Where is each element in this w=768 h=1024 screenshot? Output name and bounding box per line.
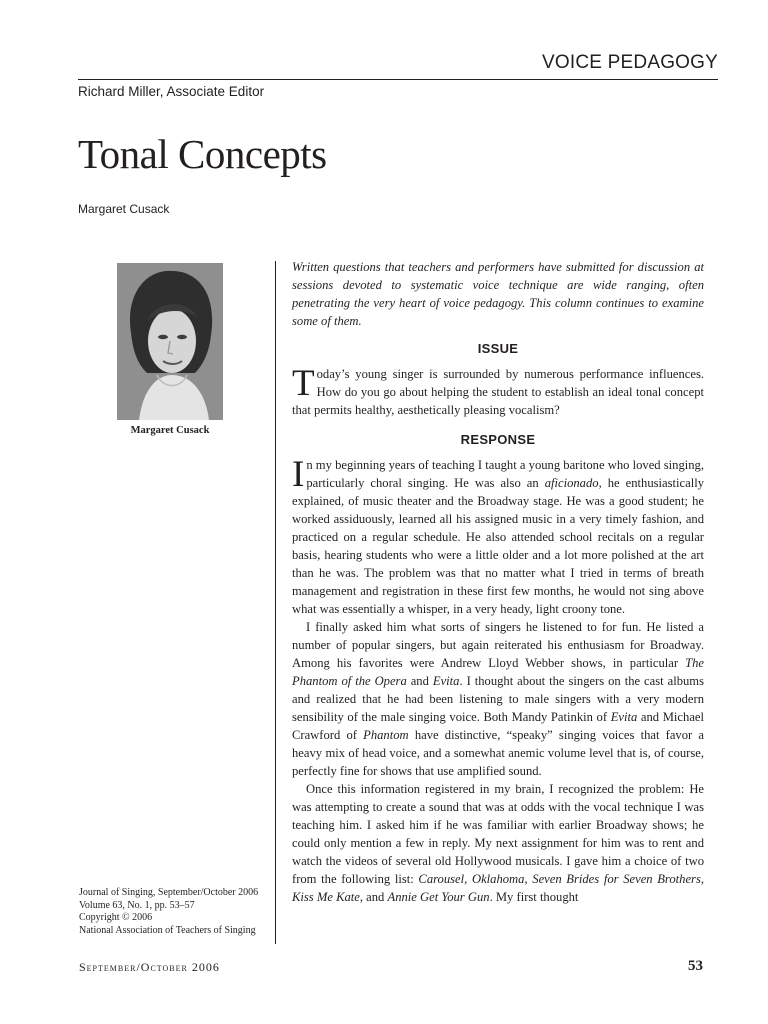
- citation-volume: Volume 63, No. 1, pp. 53–57: [79, 899, 195, 911]
- issue-text: oday’s young singer is surrounded by numerous performance influences. How do you go about helping the student to establish an ideal tonal concept that permits healthy, aesthetically pleasing vocalism?: [292, 367, 704, 417]
- issue-heading: ISSUE: [477, 341, 519, 356]
- response-dropcap: I: [292, 454, 305, 495]
- journal-citation: [79, 887, 269, 937]
- text-run: , he enthusiastically explained, of music theater and the Broadway stage. He was a good student; he worked assiduously, learned all his assigned music in a very timely fashion, and practiced on a regular schedule. He also attended school recitals on a regular basis, hearing students who were a little older and a lot more polished at the art than he was. The problem was that no matter what I tried in terms of breath management and registration in these first few months, he would not sing above what was essentially a whisper, in a very heady, light croony tone.: [292, 476, 704, 616]
- text-run: . I thought about the singers on the cast albums and realized that he had been listening to male singers with a very modern sensibility of the male singing voice. Both Mandy Patinkin of: [292, 674, 704, 724]
- page-footer: [79, 960, 703, 975]
- text-run: ,: [700, 872, 705, 886]
- intro-paragraph: Written questions that teachers and performers have submitted for discussion at sessions devoted to systematic voice technique are wide ranging, often penetrating the very heart of voice pedagogy. This column continues to examine some of them.: [292, 260, 704, 328]
- citation-journal: Journal of Singing, September/October 2006: [79, 887, 259, 898]
- text-run-italic: Annie Get Your Gun: [387, 890, 490, 904]
- text-run: ,: [464, 872, 472, 886]
- photo-caption: Margaret Cusack: [130, 425, 210, 436]
- author-photo: [117, 263, 223, 420]
- text-run: and Michael Crawford of: [292, 710, 704, 742]
- response-paragraph-1: [292, 456, 704, 618]
- article-body: [292, 258, 704, 906]
- text-run: ,: [524, 872, 533, 886]
- response-heading: RESPONSE: [460, 432, 536, 447]
- text-run-italic: Oklahoma: [471, 872, 525, 886]
- text-run: Once this information registered in my brain, I recognized the problem: He was attempting to create a sound that was at odds with the vocal technique I was teaching him. I asked him if he was familiar with earlier Broadway shows; he could only mention a few in reply. My next assignment for him was to rent and watch the videos of several old Hollywood musicals. I gave him a choice of two from the following list:: [292, 782, 704, 886]
- text-run: , and: [359, 890, 388, 904]
- column-divider: [275, 261, 276, 944]
- text-run: I finally asked him what sorts of singers he listened to for fun. He listed a number of popular singers, but again reiterated his enthusiasm for Broadway. Among his favorites were Andrew Lloyd Webber shows, in particular: [292, 620, 704, 670]
- text-run: have distinctive, “speaky” singing voices that favor a heavy mix of head voice, and a somewhat anemic volume level that is, of course, perfectly fine for shows that use amplified sound.: [292, 728, 704, 778]
- article-title: Tonal Concepts: [78, 131, 327, 177]
- citation-publisher: National Association of Teachers of Singing: [79, 924, 256, 936]
- text-run-italic: Phantom: [363, 728, 409, 742]
- article-author: Margaret Cusack: [78, 202, 170, 216]
- page-number: 53: [688, 958, 703, 974]
- citation-copyright: Copyright © 2006: [79, 912, 153, 923]
- issue-dropcap: T: [292, 363, 315, 404]
- text-run-italic: Seven Brides for Seven Brothers: [532, 872, 701, 886]
- text-run: n my beginning years of teaching I taught a young baritone who loved singing, particularly choral singing. He was also an: [306, 458, 704, 490]
- response-paragraph-2: [292, 618, 704, 780]
- issue-paragraph: [292, 365, 704, 419]
- text-run-italic: The Phantom of the Opera: [292, 656, 704, 688]
- text-run-italic: aficionado: [544, 476, 599, 490]
- text-run: . My first thought: [489, 890, 579, 904]
- header-rule: [78, 79, 718, 80]
- associate-editor-line: Richard Miller, Associate Editor: [78, 84, 265, 99]
- text-run-italic: Evita: [432, 674, 460, 688]
- text-run: and: [406, 674, 433, 688]
- response-paragraph-3: [292, 780, 704, 906]
- text-run-italic: Kiss Me Kate: [292, 890, 360, 904]
- section-title: VOICE PEDAGOGY: [542, 52, 718, 73]
- text-run-italic: Carousel: [418, 872, 465, 886]
- text-run-italic: Evita: [610, 710, 638, 724]
- footer-issue-date: September/October 2006: [79, 960, 220, 974]
